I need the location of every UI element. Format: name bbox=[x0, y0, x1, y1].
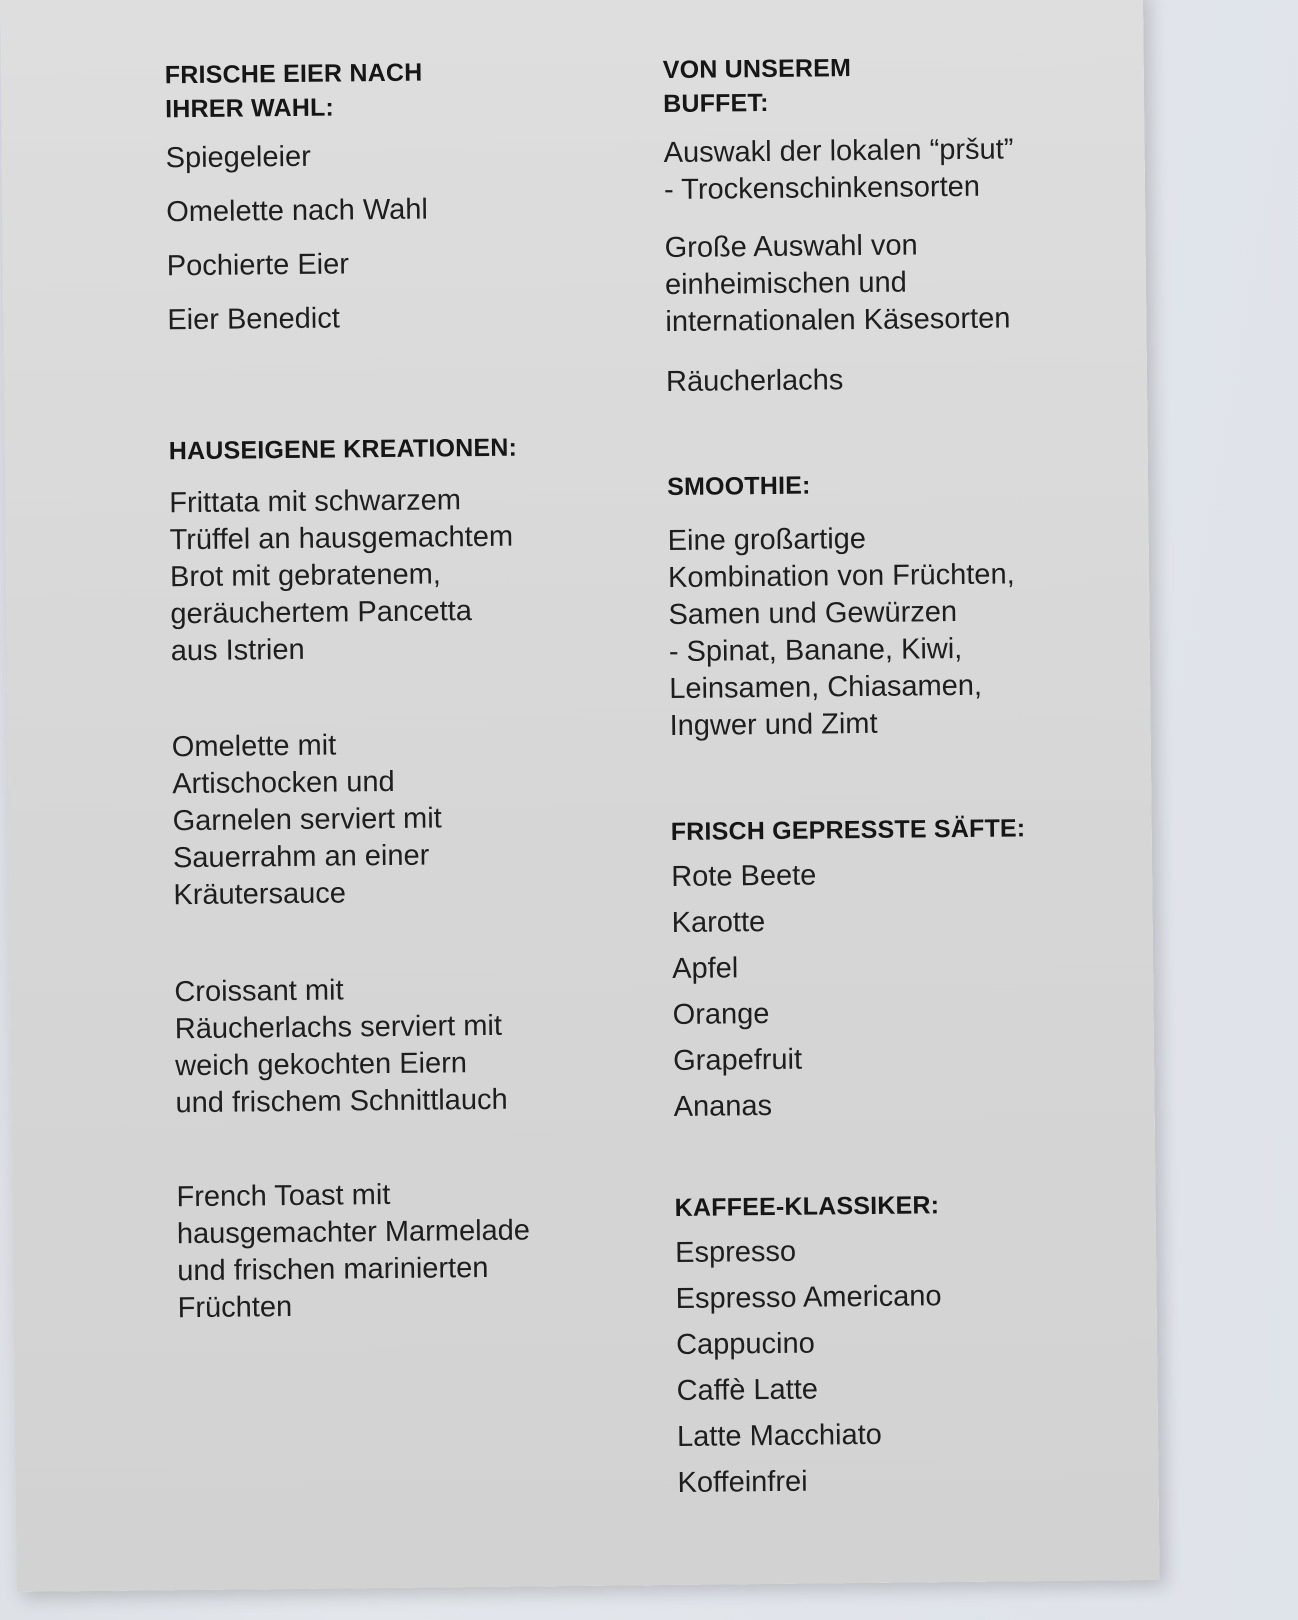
section-heading-juices: FRISCH GEPRESSTE SÄFTE: bbox=[670, 814, 1026, 847]
menu-item: Auswakl der lokalen “pršut” - Trockenschinkensorten bbox=[663, 133, 1014, 207]
menu-item: Omelette mit Artischocken und Garnelen serviert mit Sauerrahm an einer Kräutersauce bbox=[171, 729, 442, 912]
menu-item: Frittata mit schwarzem Trüffel an hausgemachtem Brot mit gebratenem, geräuchertem Pancetta aus Istrien bbox=[169, 484, 514, 668]
menu-item: Caffè Latte bbox=[676, 1373, 819, 1407]
section-heading-house-creations: HAUSEIGENE KREATIONEN: bbox=[168, 433, 518, 466]
menu-item: Croissant mit Räucherlachs serviert mit weich gekochten Eiern und frischem Schnittlauch bbox=[174, 974, 508, 1120]
menu-item: Räucherlachs bbox=[665, 364, 844, 399]
menu-item: Eier Benedict bbox=[167, 302, 341, 337]
menu-item: Ananas bbox=[673, 1089, 773, 1124]
menu-item: Grapefruit bbox=[672, 1043, 803, 1078]
menu-item: Pochierte Eier bbox=[166, 248, 350, 283]
menu-item: Espresso bbox=[674, 1235, 797, 1269]
menu-item: Omelette nach Wahl bbox=[166, 193, 429, 229]
menu-item: Espresso Americano bbox=[675, 1280, 942, 1315]
section-heading-fresh-eggs: FRISCHE EIER NACH IHRER WAHL: bbox=[164, 58, 423, 124]
menu-item: French Toast mit hausgemachter Marmelade und frischen marinierten Früchten bbox=[176, 1178, 531, 1325]
section-heading-smoothie: SMOOTHIE: bbox=[666, 471, 811, 502]
menu-item: Koffeinfrei bbox=[677, 1465, 808, 1499]
section-heading-coffee: KAFFEE-KLASSIKER: bbox=[674, 1191, 940, 1223]
menu-item: Apfel bbox=[672, 952, 739, 986]
menu-item: Spiegeleier bbox=[165, 140, 311, 175]
menu-item: Karotte bbox=[671, 906, 766, 940]
menu-item: Latte Macchiato bbox=[676, 1418, 882, 1453]
menu-item: Eine großartige Kombination von Früchten, Samen und Gewürzen - Spinat, Banane, Kiwi, Leinsamen, Chiasamen, Ingwer und Zimt bbox=[667, 522, 1015, 743]
menu-item: Große Auswahl von einheimischen und internationalen Käsesorten bbox=[664, 229, 1011, 339]
section-heading-buffet: VON UNSEREM BUFFET: bbox=[662, 54, 852, 119]
menu-item: Rote Beete bbox=[671, 859, 817, 894]
menu-item: Orange bbox=[672, 997, 770, 1032]
menu-item: Cappucino bbox=[675, 1327, 815, 1361]
